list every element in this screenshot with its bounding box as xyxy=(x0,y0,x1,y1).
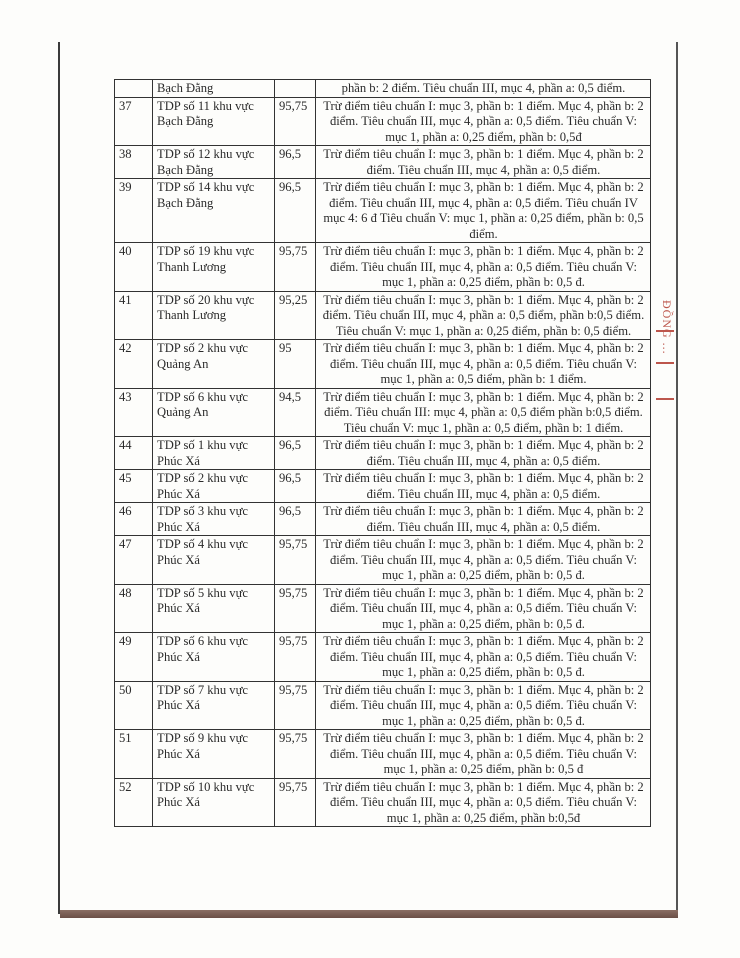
deduction-note-cell: Trừ điểm tiêu chuẩn I: mục 3, phần b: 1 điểm. Mục 4, phần b: 2 điểm. Tiêu chuẩn III, mục 4, phần a: 0,5 điểm. Tiêu chuẩn V: mục 1, phần a: 0,25 điểm, phần b: 0,5 đ. xyxy=(316,584,651,633)
row-number: 46 xyxy=(115,503,153,536)
deduction-note-cell: Trừ điểm tiêu chuẩn I: mục 3, phần b: 1 điểm. Mục 4, phần b: 2 điểm. Tiêu chuẩn III, mục 4, phần a: 0,5 điểm. Tiêu chuẩn V: mục 1, phần a: 0,25 điểm, phần b: 0,5 đ. xyxy=(316,536,651,585)
red-stamp-mark xyxy=(652,300,680,460)
unit-name-cell xyxy=(153,146,275,179)
unit-name-line1: TDP số 6 khu vực xyxy=(157,634,249,648)
table-row xyxy=(115,146,651,179)
stamp-stroke xyxy=(656,398,674,400)
score-cell: 95,75 xyxy=(275,778,316,827)
score-cell: 96,5 xyxy=(275,437,316,470)
deduction-note-cell: Trừ điểm tiêu chuẩn I: mục 3, phần b: 1 điểm. Mục 4, phần b: 2 điểm. Tiêu chuẩn III: mục 4, phần a: 0,5 điểm phần b:0,5 điểm. Tiêu chuẩn V: mục 1, phần a: 0,5 điểm, phần b: 1 điểm. xyxy=(316,388,651,437)
score-cell: 96,5 xyxy=(275,146,316,179)
stamp-stroke xyxy=(656,362,674,364)
unit-name-cell xyxy=(153,778,275,827)
table-row xyxy=(115,730,651,779)
unit-name-line2: Phúc Xá xyxy=(157,649,201,664)
deduction-note-cell: Trừ điểm tiêu chuẩn I: mục 3, phần b: 1 điểm. Mục 4, phần b: 2 điểm. Tiêu chuẩn III, mục 4, phần a: 0,5 điểm. Tiêu chuẩn V: mục 1, phần a: 0,25 điểm, phần b: 0,5 đ. xyxy=(316,681,651,730)
table-row xyxy=(115,179,651,243)
row-number: 50 xyxy=(115,681,153,730)
table-row xyxy=(115,388,651,437)
deduction-note-cell: Trừ điểm tiêu chuẩn I: mục 3, phần b: 1 điểm. Mục 4, phần b: 2 điểm. Tiêu chuẩn III, mục 4, phần a: 0,5 điểm. xyxy=(316,503,651,536)
deduction-note-cell: Trừ điểm tiêu chuẩn I: mục 3, phần b: 1 điểm. Mục 4, phần b: 2 điểm. Tiêu chuẩn III, mục 4, phần a: 0,5 điểm. Tiêu chuẩn IV mục 4: 6 đ Tiêu chuẩn V: mục 1, phần a: 0,25 điểm, phần b: 0,5 điểm. xyxy=(316,179,651,243)
table-row xyxy=(115,536,651,585)
unit-name-line1: TDP số 14 khu vực xyxy=(157,180,255,194)
unit-name-line2: Phúc Xá xyxy=(157,453,201,468)
deduction-note-cell: Trừ điểm tiêu chuẩn I: mục 3, phần b: 1 điểm. Mục 4, phần b: 2 điểm. Tiêu chuẩn III, mục 4, phần a: 0,5 điểm. Tiêu chuẩn V: mục 1, phần a: 0,5 điểm, phần b: 1 điểm. xyxy=(316,340,651,389)
unit-name-cell xyxy=(153,388,275,437)
score-cell: 96,5 xyxy=(275,470,316,503)
row-number: 40 xyxy=(115,243,153,292)
score-cell: 94,5 xyxy=(275,388,316,437)
unit-name-line1: TDP số 12 khu vực xyxy=(157,147,255,161)
table-row xyxy=(115,584,651,633)
row-number: 51 xyxy=(115,730,153,779)
table-row xyxy=(115,80,651,98)
unit-name-cell xyxy=(153,179,275,243)
unit-name-cell xyxy=(153,681,275,730)
row-number: 47 xyxy=(115,536,153,585)
deduction-note-cell: Trừ điểm tiêu chuẩn I: mục 3, phần b: 1 điểm. Mục 4, phần b: 2 điểm. Tiêu chuẩn III, mục 4, phần a: 0,5 điểm. Tiêu chuẩn V: mục 1, phần a: 0,25 điểm, phần b:0,5đ xyxy=(316,778,651,827)
deduction-note-cell: Trừ điểm tiêu chuẩn I: mục 3, phần b: 1 điểm. Mục 4, phần b: 2 điểm. Tiêu chuẩn III, mục 4, phần a: 0,5 điểm. Tiêu chuẩn V: mục 1, phần a: 0,25 điểm, phần b: 0,5đ xyxy=(316,97,651,146)
row-number: 38 xyxy=(115,146,153,179)
row-number: 45 xyxy=(115,470,153,503)
unit-name-cell xyxy=(153,97,275,146)
unit-name-line1: TDP số 4 khu vực xyxy=(157,537,249,551)
unit-name-line2: Thanh Lương xyxy=(157,259,227,274)
unit-name-line2: Phúc Xá xyxy=(157,746,201,761)
unit-name-line1: TDP số 11 khu vực xyxy=(157,98,254,113)
evaluation-table-body xyxy=(115,80,651,827)
score-cell: 95,75 xyxy=(275,243,316,292)
deduction-note-cell: Trừ điểm tiêu chuẩn I: mục 3, phần b: 1 điểm. Mục 4, phần b: 2 điểm. Tiêu chuẩn III, mục 4, phần a: 0,5 điểm. xyxy=(316,470,651,503)
deduction-note-cell: Trừ điểm tiêu chuẩn I: mục 3, phần b: 1 điểm. Mục 4, phần b: 2 điểm. Tiêu chuẩn III, mục 4, phần a: 0,5 điểm. Tiêu chuẩn V: mục 1, phần a: 0,25 điểm, phần b: 0,5 đ. xyxy=(316,633,651,682)
unit-name-line2: Phúc Xá xyxy=(157,601,201,615)
row-number: 37 xyxy=(115,97,153,146)
deduction-note-cell: Trừ điểm tiêu chuẩn I: mục 3, phần b: 1 điểm. Mục 4, phần b: 2 điểm. Tiêu chuẩn III, mục 4, phần a: 0,5 điểm, phần b:0,5 điểm. Tiêu chuẩn V: mục 1, phần a: 0,25 điểm, phần b: 0,5 điểm. xyxy=(316,291,651,340)
score-cell: 95,75 xyxy=(275,97,316,146)
unit-name-cell xyxy=(153,243,275,292)
row-number: 41 xyxy=(115,291,153,340)
table-row xyxy=(115,633,651,682)
stamp-text: ĐỒNG ... xyxy=(660,300,674,355)
row-number: 39 xyxy=(115,179,153,243)
unit-name-cell xyxy=(153,437,275,470)
unit-name-line2: Bạch Đằng xyxy=(157,114,214,128)
score-cell: 95,75 xyxy=(275,584,316,633)
unit-name-line1: TDP số 1 khu vực xyxy=(157,438,249,452)
score-cell: 95,25 xyxy=(275,291,316,340)
unit-name-line1: TDP số 2 khu vực xyxy=(157,341,249,355)
table-row xyxy=(115,291,651,340)
unit-name-line1: TDP số 10 khu vực xyxy=(157,779,255,794)
unit-name-line1: TDP số 6 khu vực xyxy=(157,389,249,404)
score-cell: 95,75 xyxy=(275,536,316,585)
score-cell: 96,5 xyxy=(275,179,316,243)
row-number: 48 xyxy=(115,584,153,633)
deduction-note-cell: Trừ điểm tiêu chuẩn I: mục 3, phần b: 1 điểm. Mục 4, phần b: 2 điểm. Tiêu chuẩn III, mục 4, phần a: 0,5 điểm. xyxy=(316,146,651,179)
unit-name-line2: Phúc Xá xyxy=(157,486,201,501)
unit-name-cell xyxy=(153,470,275,503)
deduction-note-cell: Trừ điểm tiêu chuẩn I: mục 3, phần b: 1 điểm. Mục 4, phần b: 2 điểm. Tiêu chuẩn III, mục 4, phần a: 0,5 điểm. Tiêu chuẩn V: mục 1, phần a: 0,25 điểm, phần b: 0,5 đ. xyxy=(316,243,651,292)
row-number xyxy=(115,80,153,98)
unit-name-line2: Quảng An xyxy=(157,356,209,371)
unit-name-cell xyxy=(153,730,275,779)
score-cell: 96,5 xyxy=(275,503,316,536)
unit-name-line2: Phúc Xá xyxy=(157,698,201,712)
unit-name-line2: Bạch Đằng xyxy=(157,195,214,210)
unit-name-line1: TDP số 2 khu vực xyxy=(157,471,249,485)
table-row xyxy=(115,437,651,470)
table-row xyxy=(115,470,651,503)
score-cell: 95,75 xyxy=(275,633,316,682)
unit-name-cell xyxy=(153,584,275,633)
unit-name-line1: TDP số 19 khu vực xyxy=(157,244,255,258)
score-cell: 95 xyxy=(275,340,316,389)
unit-name-line2: Bạch Đằng xyxy=(157,162,214,177)
unit-name-line2: Phúc Xá xyxy=(157,519,201,534)
table-row xyxy=(115,681,651,730)
score-cell: 95,75 xyxy=(275,681,316,730)
row-number: 44 xyxy=(115,437,153,470)
unit-name-line2: Thanh Lương xyxy=(157,308,227,322)
unit-name-cell xyxy=(153,633,275,682)
table-row xyxy=(115,503,651,536)
unit-name-cell xyxy=(153,536,275,585)
row-number: 49 xyxy=(115,633,153,682)
unit-name-line2: Bạch Đằng xyxy=(157,81,214,95)
score-cell: 95,75 xyxy=(275,730,316,779)
deduction-note-cell: Trừ điểm tiêu chuẩn I: mục 3, phần b: 1 điểm. Mục 4, phần b: 2 điểm. Tiêu chuẩn III, mục 4, phần a: 0,5 điểm. Tiêu chuẩn V: mục 1, phần a: 0,25 điểm, phần b: 0,5 đ xyxy=(316,730,651,779)
scan-edge-right xyxy=(676,42,678,914)
unit-name-cell xyxy=(153,291,275,340)
unit-name-line2: Phúc Xá xyxy=(157,795,201,809)
deduction-note-cell: phần b: 2 điểm. Tiêu chuẩn III, mục 4, phần a: 0,5 điểm. xyxy=(316,80,651,98)
row-number: 42 xyxy=(115,340,153,389)
unit-name-line1: TDP số 20 khu vực xyxy=(157,292,255,307)
scan-edge-left xyxy=(58,42,60,914)
unit-name-line1: TDP số 7 khu vực xyxy=(157,682,249,697)
unit-name-line2: Quảng An xyxy=(157,405,209,419)
unit-name-cell xyxy=(153,340,275,389)
score-cell xyxy=(275,80,316,98)
page-bottom-band xyxy=(60,910,678,918)
unit-name-line1: TDP số 3 khu vực xyxy=(157,504,249,518)
unit-name-cell xyxy=(153,80,275,98)
unit-name-line2: Phúc Xá xyxy=(157,552,201,567)
table-row xyxy=(115,243,651,292)
unit-name-cell xyxy=(153,503,275,536)
row-number: 52 xyxy=(115,778,153,827)
unit-name-line1: TDP số 9 khu vực xyxy=(157,731,249,745)
row-number: 43 xyxy=(115,388,153,437)
table-row xyxy=(115,97,651,146)
unit-name-line1: TDP số 5 khu vực xyxy=(157,585,249,600)
table-row xyxy=(115,340,651,389)
table-row xyxy=(115,778,651,827)
evaluation-table xyxy=(114,79,651,827)
deduction-note-cell: Trừ điểm tiêu chuẩn I: mục 3, phần b: 1 điểm. Mục 4, phần b: 2 điểm. Tiêu chuẩn III, mục 4, phần a: 0,5 điểm. xyxy=(316,437,651,470)
